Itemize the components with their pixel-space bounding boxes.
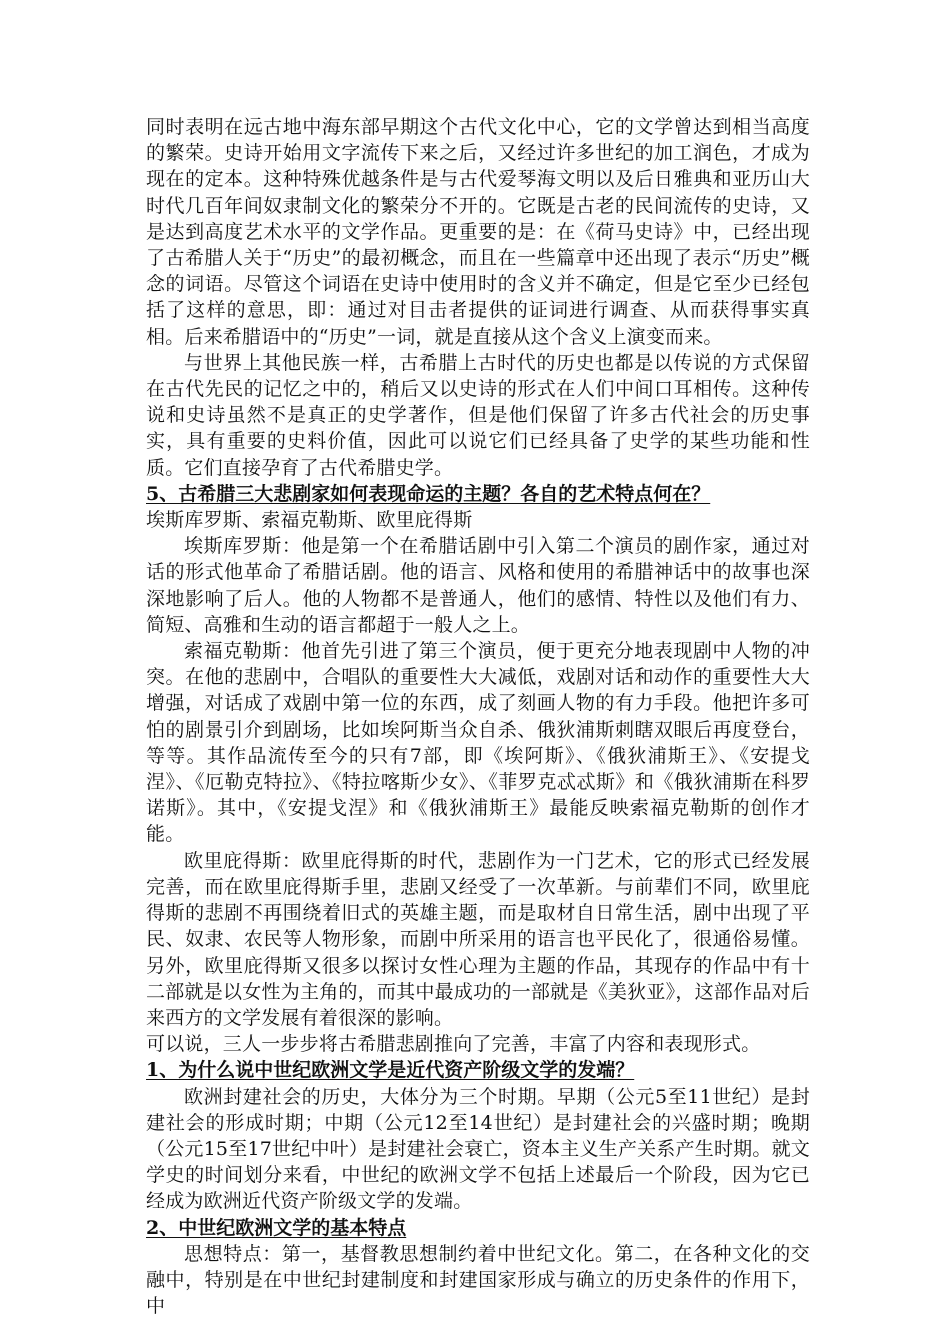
section-heading-medieval-origin-text: 1、为什么说中世纪欧洲文学是近代资产阶级文学的发端？ [146,1059,635,1082]
paragraph-homer-epic: 同时表明在远古地中海东部早期这个古代文化中心，它的文学曾达到相当高度的繁荣。史诗开始用文字流传下来之后，又经过许多世纪的加工润色，才成为现在的定本。这种特殊优越条件是与古代爱琴海文明以及后日雅典和亚历山大时代几百年间奴隶制文化的繁荣分不开的。它既是古老的民间流传的史诗，又是达到高度艺术水平的文学作品。更重要的是：在《荷马史诗》中，已经出现了古希腊人关于“历史”的最初概念，而且在一些篇章中还出现了表示“历史”概念的词语。尽管这个词语在史诗中使用时的含义并不确定，但是它至少已经包括了这样的意思，即：通过对目击者提供的证词进行调查、从而获得事实真相。后来希腊语中的“历史”一词，就是直接从这个含义上演变而来。 [146,116,810,348]
section-heading-medieval-features [146,1215,810,1241]
section-heading-tragedians-text: 5、古希腊三大悲剧家如何表现命运的主题？各自的艺术特点何在？ [146,482,711,505]
section-heading-medieval-origin [146,1057,810,1083]
paragraph-summary: 可以说，三人一步步将古希腊悲剧推向了完善，丰富了内容和表现形式。 [146,1033,761,1056]
section-heading-medieval-features-text: 2、中世纪欧洲文学的基本特点 [146,1216,407,1239]
paragraph-euripides: 欧里庇得斯：欧里庇得斯的时代，悲剧作为一门艺术，它的形式已经发展完善，而在欧里庇得斯手里，悲剧又经受了一次革新。与前辈们不同，欧里庇得斯的悲剧不再围绕着旧式的英雄主题，而是取材自日常生活，剧中出现了平民、奴隶、农民等人物形象，而剧中所采用的语言也平民化了，很通俗易懂。另外，欧里庇得斯又很多以探讨女性心理为主题的作品，其现存的作品中有十二部就是以女性为主角的，而其中最成功的一部就是《美狄亚》，这部作品对后来西方的文学发展有着很深的影响。 [146,849,810,1029]
paragraph-aeschylus: 埃斯库罗斯：他是第一个在希腊话剧中引入第二个演员的剧作家，通过对话的形式他革命了希腊话剧。他的语言、风格和使用的希腊神话中的故事也深深地影响了后人。他的人物都不是普通人，他们的感情、特性以及他们有力、简短、高雅和生动的语言都超于一般人之上。 [146,535,810,636]
paragraph-greek-legends: 与世界上其他民族一样，古希腊上古时代的历史也都是以传说的方式保留在古代先民的记忆之中的，稍后又以史诗的形式在人们中间口耳相传。这种传说和史诗虽然不是真正的史学著作，但是他们保留了许多古代社会的历史事实，具有重要的史料价值，因此可以说它们已经具备了史学的某些功能和性质。它们直接孕育了古代希腊史学。 [146,351,810,479]
document-page [146,114,810,1319]
paragraph-feudal-periods: 欧洲封建社会的历史，大体分为三个时期。早期（公元5至11世纪）是封建社会的形成时期；中期（公元12至14世纪）是封建社会的兴盛时期；晚期（公元15至17世纪中叶）是封建社会衰亡，资本主义生产关系产生时期。就文学史的时间划分来看，中世纪的欧洲文学不包括上述最后一个阶段，因为它已经成为欧洲近代资产阶级文学的发端。 [146,1085,810,1213]
paragraph-tragedian-names: 埃斯库罗斯、索福克勒斯、欧里庇得斯 [146,509,473,532]
paragraph-ideological-features: 思想特点：第一，基督教思想制约着中世纪文化。第二，在各种文化的交融中，特别是在中世纪封建制度和封建国家形成与确立的历史条件的作用下，中 [146,1242,810,1318]
section-heading-tragedians [146,481,810,507]
paragraph-sophocles: 索福克勒斯：他首先引进了第三个演员，便于更充分地表现剧中人物的冲突。在他的悲剧中，合唱队的重要性大大减低，戏剧对话和动作的重要性大大增强，对话成了戏剧中第一位的东西，成了刻画人物的有力手段。他把许多可怕的剧景引介到剧场，比如埃阿斯当众自杀、俄狄浦斯刺瞎双眼后再度登台，等等。其作品流传至今的只有7部，即《埃阿斯》、《俄狄浦斯王》、《安提戈涅》、《厄勒克特拉》、《特拉喀斯少女》、《菲罗克忒忒斯》和《俄狄浦斯在科罗诺斯》。其中，《安提戈涅》和《俄狄浦斯王》最能反映索福克勒斯的创作才能。 [146,640,810,846]
